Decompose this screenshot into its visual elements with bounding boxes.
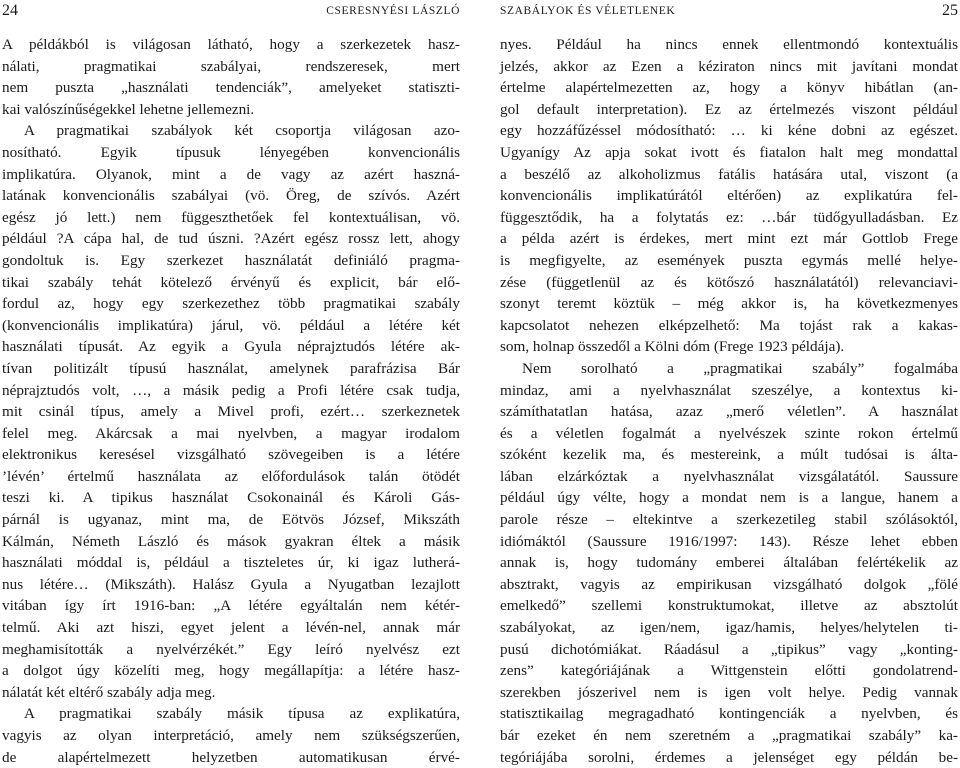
text-line: szerekben jószerivel nem is igen volt helye. Pedig vannak bbox=[500, 683, 958, 701]
text-line: használati móddal is, például a tiszteletes úr, ki igaz lutherá- bbox=[2, 554, 460, 572]
text-line: szóként kezelik ma, és mestereink, a múlt tudósai is álta- bbox=[500, 446, 958, 464]
text-line: gol default interpretation). Ez az értelmezés viszont például bbox=[500, 100, 958, 118]
text-line: emelkedő” szellemi konstruktumokat, illetve az absztolút bbox=[500, 597, 958, 615]
text-line: számíthatatlan hatása, azaz „merő véletlen”. A használat bbox=[500, 403, 958, 421]
text-line: Nem sorolható a „pragmatikai szabály” fogalmába bbox=[522, 359, 958, 377]
text-line: szabályokat, az igen/nem, igaz/hamis, helyes/helytelen ti- bbox=[500, 619, 958, 637]
text-line: például ?A cápa hal, de tud úszni. ?Azért egész rossz lett, ahogy bbox=[2, 230, 460, 248]
text-line: például úgy vélte, hogy a mondat nem is a langue, hanem a bbox=[500, 489, 958, 507]
text-line: vitában így írt 1916-ban: „A létére egyáltalán nem kétér- bbox=[2, 597, 460, 615]
text-line: A pragmatikai szabály másik típusa az explikatúra, bbox=[24, 705, 460, 723]
text-line: nálati, pragmatikai szabályai, rendszeresek, mert bbox=[2, 57, 460, 75]
text-line: bár ezeket én nem szeretném a „pragmatikai szabály” ka- bbox=[500, 727, 958, 744]
text-line: nem puszta „használati tendenciák”, amelyeket statiszti- bbox=[2, 79, 460, 97]
text-line: Ugyanígy Az apja sokat ivott és fiatalon halt meg mondattal bbox=[500, 143, 958, 161]
left-page bbox=[0, 0, 462, 766]
text-line: Kálmán, Németh László és mások gyakran éltek a másik bbox=[2, 532, 460, 550]
text-line: pusú dichotómiákat. Ráadásul a „tipikus” vagy „konting- bbox=[500, 640, 958, 658]
text-line: egész jó lett.) nem függeszthetőek fel kontextuálisan, vö. bbox=[2, 208, 460, 226]
body-text bbox=[500, 34, 958, 768]
text-line: latának konvencionális szabályai (vö. Öreg, de szívós. Azért bbox=[2, 187, 460, 205]
text-line: fordul az, hogy egy szerkezethez több pragmatikai szabály bbox=[2, 295, 460, 313]
text-line: ’lévén’ értelmű használata az előfordulások talán ötödét bbox=[2, 467, 460, 485]
text-line: zése (függetlenül az és kötőszó használatától) relevanciavi- bbox=[500, 273, 958, 291]
text-line: kai valószínűségekkel lehetne jellemezni. bbox=[2, 100, 255, 118]
right-page bbox=[498, 0, 960, 766]
text-line: absztrakt, vagyis az empirikusan vizsgálható dolgok „fölé bbox=[500, 575, 958, 593]
text-line: használati típusát. Az egyik a Gyula néprajztudós létére ak- bbox=[2, 338, 460, 356]
text-line: tikai szabály tehát kötelező érvényű és explicit, bár elő- bbox=[2, 273, 460, 291]
text-line: mindaz, ami a nyelvhasználat szeszélye, a kontextus ki- bbox=[500, 381, 958, 399]
text-line: egy hozzáfűzéssel módosítható: … ki kéne dobni az egészet. bbox=[500, 122, 958, 140]
text-line: a dolgot úgy közelíti meg, hogy megállapítja: a létére hasz- bbox=[2, 662, 460, 680]
text-line: A példákból is világosan látható, hogy a szerkezetek hasz- bbox=[2, 36, 460, 53]
text-line: meghamisították a nyelvérzékét.” Egy leíró nyelvész ezt bbox=[2, 640, 460, 658]
text-line: felel meg. Akárcsak a mai nyelvben, a magyar irodalom bbox=[2, 424, 460, 442]
text-line: nálatát két eltérő szabály adja meg. bbox=[2, 683, 216, 701]
text-line: nosítható. Egyik típusuk lényegében konvencionális bbox=[2, 143, 460, 161]
text-line: a példa azért is érdekes, mert mint ezt már Gottlob Frege bbox=[500, 230, 958, 248]
text-line: értelme alapértelmezetten az, hogy a könyv hibátlan (an- bbox=[500, 79, 958, 97]
text-line: (konvencionális implikatúra) járul, vö. például a létére két bbox=[2, 316, 460, 334]
text-line: implikatúra. Olyanok, mint a de vagy az azért haszná- bbox=[2, 165, 460, 183]
text-line: a beszélő az alkoholizmus fatális hatására utal, viszont (a bbox=[500, 165, 958, 183]
text-line: de alapértelmezett helyzetben automatikusan érvé- bbox=[2, 748, 460, 766]
text-line: lában elzárkóztak a nyelvhasználat vizsgálatától. Saussure bbox=[500, 467, 958, 485]
text-line: kapcsolatot nehezen elképzelhető: Ma tojást rak a kakas- bbox=[500, 316, 958, 334]
page-number: 25 bbox=[942, 2, 958, 19]
text-line: A pragmatikai szabályok két csoportja világosan azo- bbox=[24, 122, 460, 140]
text-line: elektronikus keresésel vizsgálható szövegeiben is a létére bbox=[2, 446, 460, 464]
text-line: mit csinál típus, amely a Mivel profi, ezért… szerkeznetek bbox=[2, 403, 460, 421]
text-line: és a véletlen fogalmát a nyelvészek szinte rokon értelmű bbox=[500, 424, 958, 442]
text-line: nyes. Például ha nincs ennek ellentmondó kontextuális bbox=[500, 36, 958, 53]
text-line: annak is, hogy tudomány emberei általában felértékelik az bbox=[500, 554, 958, 572]
page-header bbox=[498, 2, 960, 22]
text-line: gondoltuk is. Egy szerkezet használatát definiáló pragma- bbox=[2, 251, 460, 269]
text-line: jelzés, akkor az Ezen a kéziraton nincs mit javítani mondat bbox=[500, 57, 958, 75]
text-line: néprajztudós volt, …, a másik pedig a Profi létére csak tudja, bbox=[2, 381, 460, 399]
text-line: is megfigyelte, az események puszta egymás mellé helye- bbox=[500, 251, 958, 269]
text-line: parole része – eltekintve a szerkezetileg stabil szólásoktól, bbox=[500, 511, 958, 529]
text-line: idiómáktól (Saussure 1916/1997: 143). Része lehet ebben bbox=[500, 532, 958, 550]
running-head: SZABÁLYOK ÉS VÉLETLENEK bbox=[500, 5, 676, 17]
body-text bbox=[2, 34, 460, 768]
text-line: párnál is ugyanaz, mint ma, de Eötvös József, Mikszáth bbox=[2, 511, 460, 529]
text-line: konvencionális implikatúrától eltérően) az explikatúra fel- bbox=[500, 187, 958, 205]
text-line: tívan politizált típusú használat, amelynek parafrázisa Bár bbox=[2, 359, 460, 377]
text-line: telmű. Aki azt hiszi, egyet jelent a lévén-nel, annak már bbox=[2, 619, 460, 637]
text-line: nus létére… (Mikszáth). Halász Gyula a Nyugatban lezajlott bbox=[2, 575, 460, 593]
text-line: som, holnap összedől a Kölni dóm (Frege 1923 példája). bbox=[500, 338, 845, 356]
text-line: vagyis az olyan interpretáció, amely nem szükségszerűen, bbox=[2, 727, 460, 744]
text-line: tegóriájába sorolni, érdemes a jelenséget egy példán be- bbox=[500, 748, 958, 766]
text-line: teszi ki. A tipikus használat Csokonainál és Károli Gás- bbox=[2, 489, 460, 507]
page-header bbox=[0, 2, 462, 22]
text-line: statisztikailag megragadható kontingenciák a nyelvben, és bbox=[500, 705, 958, 723]
page-number: 24 bbox=[2, 2, 18, 19]
text-line: szonyt teremt köztük – még akkor is, ha következmenyes bbox=[500, 295, 958, 313]
running-head: CSERESNYÉSI LÁSZLÓ bbox=[326, 5, 460, 17]
text-line: függesztődik, ha a folytatás ez: …bár tüdőgyulladásban. Ez bbox=[500, 208, 958, 226]
text-line: zens” kategóriájának a Wittgenstein előtti gondolatrend- bbox=[500, 662, 958, 680]
